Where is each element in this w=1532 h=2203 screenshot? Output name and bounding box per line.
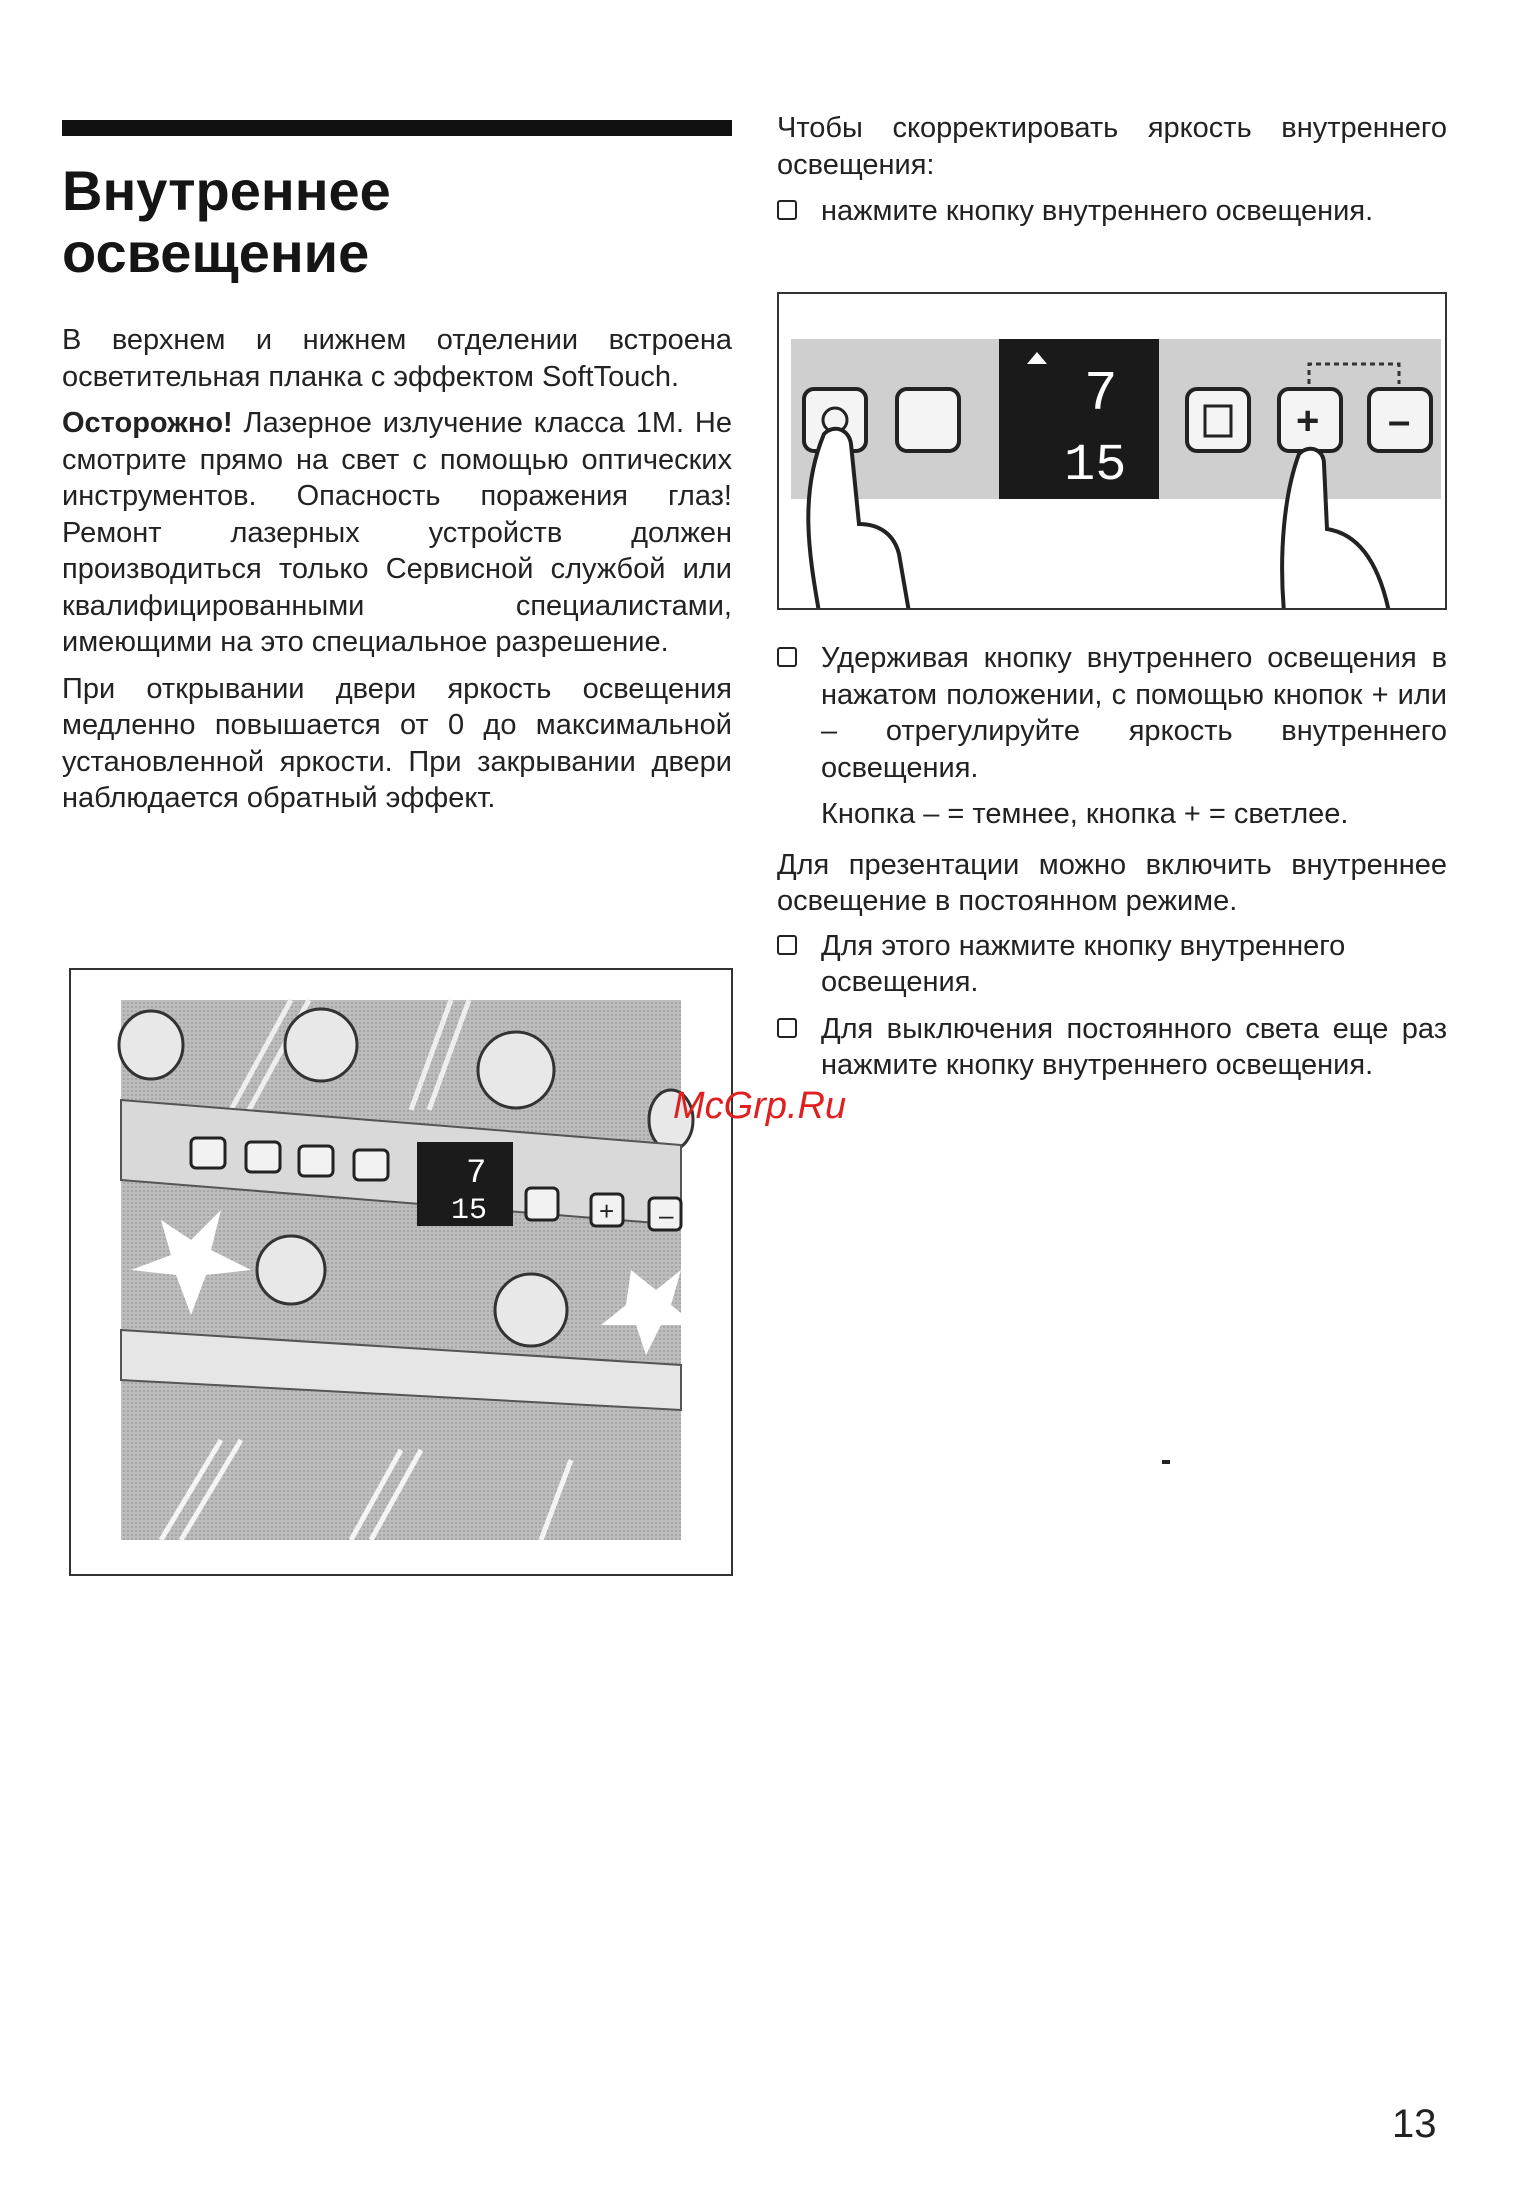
right-text-top — [777, 110, 1447, 230]
title-line-1: Внутреннее — [62, 159, 391, 222]
control-panel-figure — [777, 292, 1447, 610]
checkbox-bullet-icon — [777, 935, 797, 955]
alarm-off-button[interactable] — [897, 389, 959, 451]
step-hold-adjust — [777, 640, 1447, 786]
warning-lead: Осторожно! — [62, 407, 233, 439]
warning-paragraph — [62, 405, 732, 661]
adjust-intro: Чтобы скорректировать яркость внутреннего освещения: — [777, 112, 1447, 181]
display-bottom: 15 — [451, 1194, 488, 1228]
step-press-light-text: нажмите кнопку внутреннего освещения. — [821, 195, 1374, 227]
display-bottom: 15 — [1064, 436, 1127, 495]
fridge-interior-figure — [69, 968, 733, 1576]
warning-text: Лазерное излучение класса 1М. Не смотрите прямо на свет с помощью оптических инструментов. Опасность поражения глаз! Ремонт лазерных устройств должен производиться только Сервисной службой или квалифицированными специалистами, имеющими на это специальное разрешение. — [62, 407, 732, 658]
minus-button-label: – — [1388, 399, 1411, 443]
watermark: McGrp.Ru — [673, 1085, 847, 1127]
left-text — [62, 322, 732, 817]
fridge-illustration — [71, 970, 733, 1576]
right-text-bottom — [777, 640, 1447, 1084]
plus-button-label: + — [1296, 399, 1320, 443]
title-line-2: освещение — [62, 221, 370, 284]
intro-paragraph: В верхнем и нижнем отделении встроена осветительная планка с эффектом SoftTouch. — [62, 324, 732, 393]
checkbox-bullet-icon — [777, 647, 797, 667]
checkbox-bullet-icon — [777, 1018, 797, 1038]
page-number: 13 — [1392, 2102, 1437, 2146]
control-panel-illustration — [779, 294, 1447, 610]
section-rule — [62, 120, 732, 136]
step-enable-constant-text: Для этого нажмите кнопку внутреннего освещения. — [821, 929, 1346, 998]
step-disable-constant — [777, 1011, 1447, 1084]
lock-button[interactable] — [1187, 389, 1249, 451]
display-top: 7 — [1084, 362, 1118, 426]
plus-button-label: + — [599, 1196, 615, 1226]
door-paragraph: При открывании двери яркость освещения медленно повышается от 0 до максимальной установленной яркости. При закрывании двери наблюдается обратный эффект. — [62, 672, 732, 814]
page-title — [62, 160, 732, 284]
step-disable-constant-text: Для выключения постоянного света еще раз нажмите кнопку внутреннего освещения. — [821, 1012, 1447, 1081]
scan-speck — [1162, 1460, 1170, 1464]
presentation-paragraph: Для презентации можно включить внутреннее освещение в постоянном режиме. — [777, 848, 1447, 917]
button-note: Кнопка – = темнее, кнопка + = светлее. — [821, 798, 1349, 830]
step-hold-adjust-text: Удерживая кнопку внутреннего освещения в нажатом положении, с помощью кнопок + или – отрегулируйте яркость внутреннего освещения. — [821, 642, 1447, 784]
step-enable-constant — [777, 928, 1447, 1001]
display-top: 7 — [466, 1155, 487, 1193]
checkbox-bullet-icon — [777, 200, 797, 220]
minus-button-label: – — [659, 1200, 674, 1230]
step-press-light — [777, 193, 1447, 230]
